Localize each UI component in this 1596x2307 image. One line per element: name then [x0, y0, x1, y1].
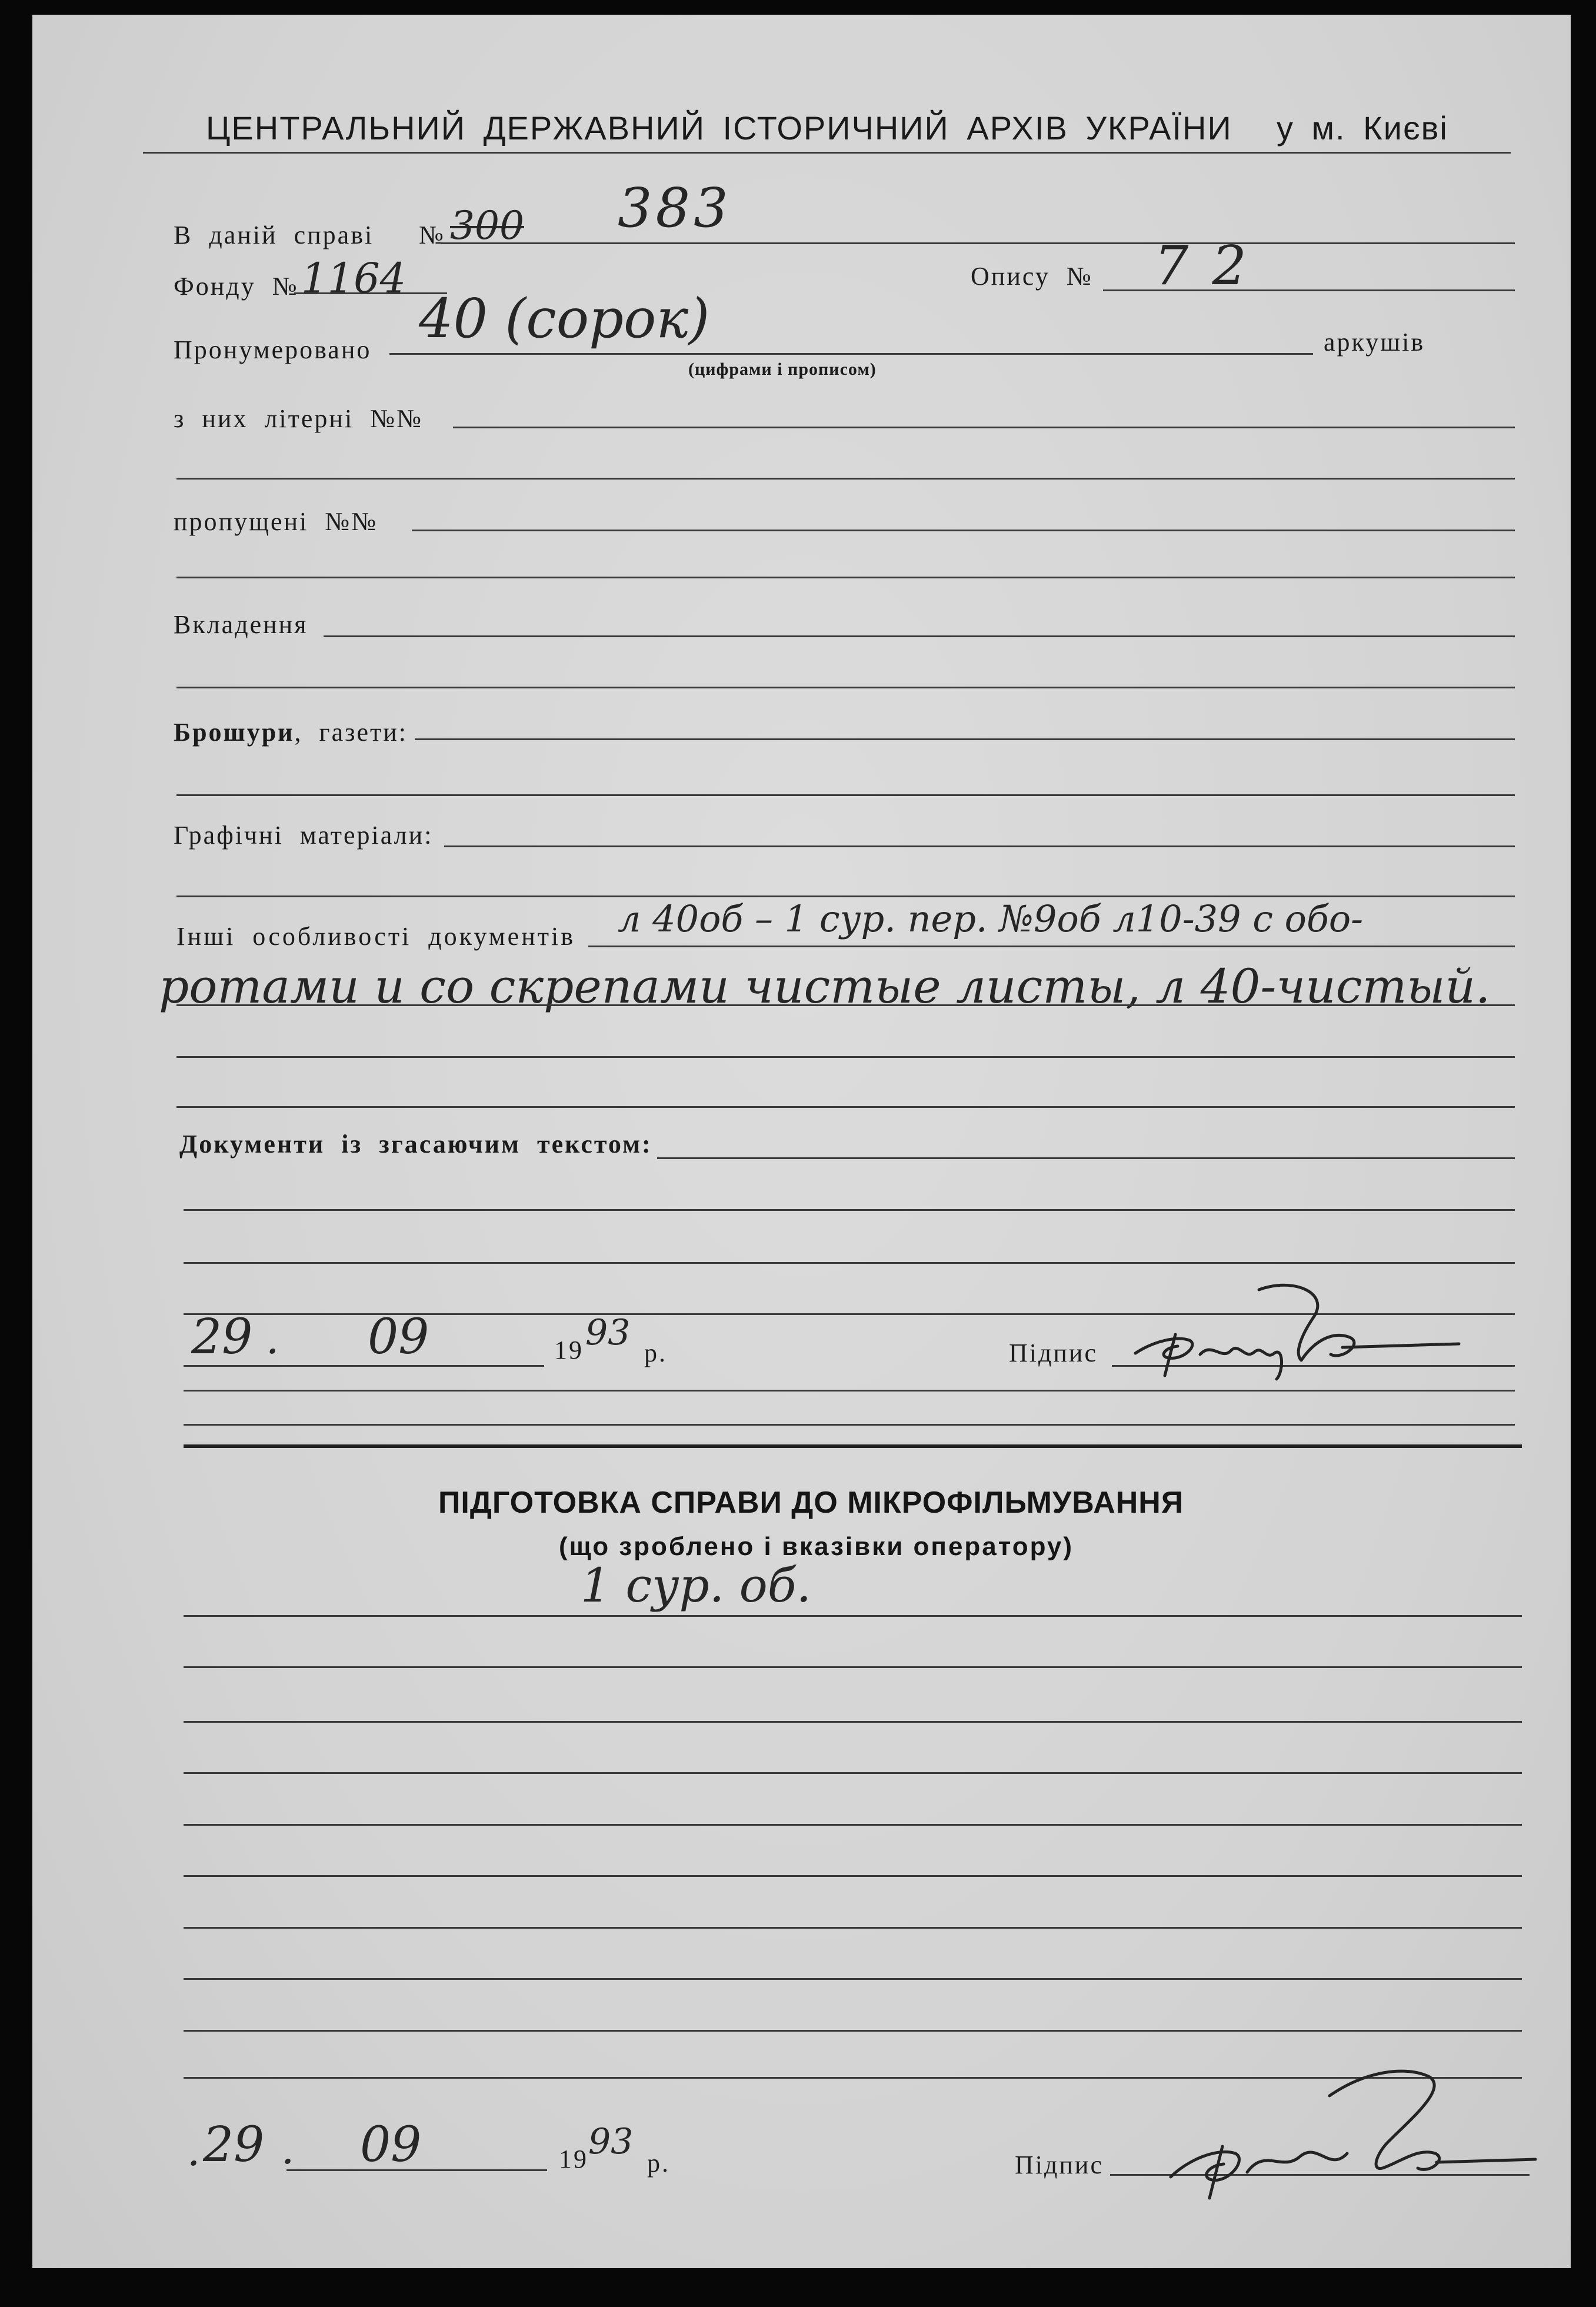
fading-label: Документи із згасаючим текстом:: [179, 1130, 652, 1159]
form-line: [176, 1106, 1515, 1108]
date-1-suffix: р.: [644, 1339, 667, 1367]
form-line: [184, 1424, 1515, 1426]
form-line: [184, 1390, 1515, 1391]
opys-value: 72: [1154, 234, 1271, 297]
form-line: [588, 946, 1515, 947]
form-line: [184, 1721, 1522, 1723]
numbered-value: 40 (сорок): [419, 287, 710, 350]
form-line: [176, 1056, 1515, 1058]
letter-nos-label: з них літерні №№: [174, 404, 424, 433]
date-2-day: 29: [203, 2117, 265, 2173]
form-line: [176, 794, 1515, 796]
numbered-suffix: аркушів: [1324, 328, 1425, 357]
numbered-hint: (цифрами і прописом): [688, 359, 877, 379]
date-2-month: 09: [360, 2117, 422, 2173]
other-note-line-2: ротами и со скрепами чистые листы, л 40-чистый.: [159, 959, 1491, 1014]
form-line: [453, 427, 1515, 428]
form-line: [184, 1824, 1522, 1826]
form-line: [184, 1927, 1522, 1929]
date-1-year: 93: [585, 1312, 631, 1353]
form-line: [389, 353, 1313, 355]
date-2-lead: .: [187, 2127, 201, 2175]
archive-city: у м. Києві: [1277, 109, 1448, 147]
microfilm-subtitle: (що зроблено і вказівки оператору): [559, 1532, 1074, 1561]
fond-label: Фонду №: [174, 272, 299, 301]
microfilm-note: 1 сур. об.: [581, 1558, 812, 1613]
form-line: [176, 577, 1515, 578]
brochures-label-rest: , газети:: [294, 718, 408, 747]
signature-2-label: Підпис: [1015, 2150, 1104, 2179]
signature-1: [1118, 1271, 1471, 1383]
microfilm-title: ПІДГОТОВКА СПРАВИ ДО МІКРОФІЛЬМУВАННЯ: [438, 1486, 1184, 1520]
form-line: [412, 530, 1515, 531]
header-underline: [143, 152, 1511, 154]
date-1-year-prefix: 19: [554, 1336, 584, 1364]
archive-title: ЦЕНТРАЛЬНИЙ ДЕРЖАВНИЙ ІСТОРИЧНИЙ АРХІВ УКРАЇНИ: [206, 109, 1232, 147]
form-line: [286, 2169, 547, 2171]
form-line: [184, 1978, 1522, 1980]
form-line: [176, 478, 1515, 480]
form-line: [184, 2030, 1522, 2032]
form-line: [184, 1666, 1522, 1668]
form-line: [176, 1004, 1515, 1006]
brochures-label: [174, 720, 408, 745]
form-line: [184, 1875, 1522, 1877]
signature-1-label: Підпис: [1009, 1339, 1098, 1367]
case-label: В даній справі: [174, 221, 374, 249]
skipped-label: пропущені №№: [174, 507, 378, 536]
form-line: [184, 1262, 1515, 1264]
opys-label: Опису №: [971, 262, 1093, 291]
date-2-separator: .: [281, 2125, 295, 2173]
fond-value: 1164: [301, 254, 407, 302]
form-line: [176, 687, 1515, 688]
form-line: [324, 635, 1515, 637]
form-line: [184, 1209, 1515, 1211]
date-2-year-prefix: 19: [559, 2145, 588, 2173]
numbered-label: Пронумеровано: [174, 335, 372, 364]
signature-2: [1153, 2059, 1541, 2201]
enclosures-label: Вкладення: [174, 610, 308, 639]
brochures-label-bold: Брошури: [174, 718, 295, 747]
form-line: [184, 1615, 1522, 1617]
date-2-suffix: р.: [647, 2149, 670, 2178]
date-2-year: 93: [588, 2121, 634, 2162]
form-line: [184, 1772, 1522, 1774]
section-divider: [184, 1444, 1522, 1448]
other-label: Інші особливості документів: [176, 922, 575, 951]
form-line: [415, 738, 1515, 740]
form-line: [444, 845, 1515, 847]
graphics-label: Графічні матеріали:: [174, 821, 434, 850]
case-number-sign: №: [419, 221, 445, 249]
date-1-day: 29: [191, 1309, 253, 1365]
case-number-value: 383: [618, 177, 732, 239]
date-1-month: 09: [368, 1309, 429, 1365]
other-note-line-1: л 40об – 1 сур. пер. №9об л10-39 с обо-: [618, 897, 1364, 940]
form-line: [657, 1157, 1515, 1159]
case-number-struck: 300: [450, 203, 524, 248]
date-1-separator: .: [266, 1315, 279, 1363]
form-line: [184, 1365, 544, 1367]
form-line: [441, 242, 1515, 244]
